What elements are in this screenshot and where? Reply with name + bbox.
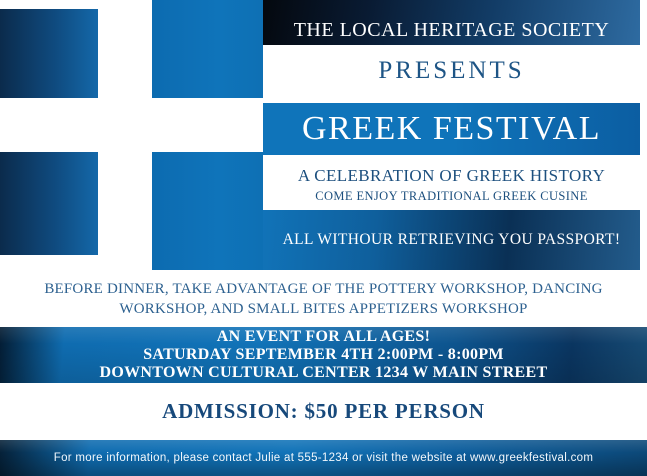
workshops-line-2: WORKSHOP, AND SMALL BITES APPETIZERS WORKSHOP [119,300,528,317]
subtitle-banner [263,155,640,210]
event-title: GREEK FESTIVAL [302,110,601,147]
passport-banner [263,210,640,270]
passport-note: ALL WITHOUR RETRIEVING YOU PASSPORT! [282,231,621,248]
presenter-banner [263,0,640,45]
admission-price: ADMISSION: $50 PER PERSON [162,399,485,423]
flag-square-top-left [0,9,98,98]
greek-flag-graphic [0,0,263,270]
event-datetime: SATURDAY SEPTEMBER 4TH 2:00PM - 8:00PM [143,346,504,363]
footer-banner [0,440,647,476]
presents-banner [263,45,640,103]
event-details-banner [0,327,647,383]
event-audience: AN EVENT FOR ALL AGES! [216,328,431,345]
presents-label: PRESENTS [378,57,525,84]
footer-contact-info: For more information, please contact Julie at 555-1234 or visit the website at www.greekfestival.com [53,452,594,464]
flag-square-bottom-left [0,152,98,255]
event-subtitle: A CELEBRATION OF GREEK HISTORY [297,165,606,185]
event-location: DOWNTOWN CULTURAL CENTER 1234 W MAIN STREET [99,364,548,381]
workshops-line-1: BEFORE DINNER, TAKE ADVANTAGE OF THE POTTERY WORKSHOP, DANCING [44,280,603,297]
flag-square-top-right [152,0,263,98]
workshops-section [0,270,647,327]
flag-square-bottom-right [152,152,263,270]
admission-section [0,383,647,440]
presenter-name: THE LOCAL HERITAGE SOCIETY [293,19,610,41]
event-tagline: COME ENJOY TRADITIONAL GREEK CUSINE [315,188,588,203]
title-banner [263,103,640,155]
